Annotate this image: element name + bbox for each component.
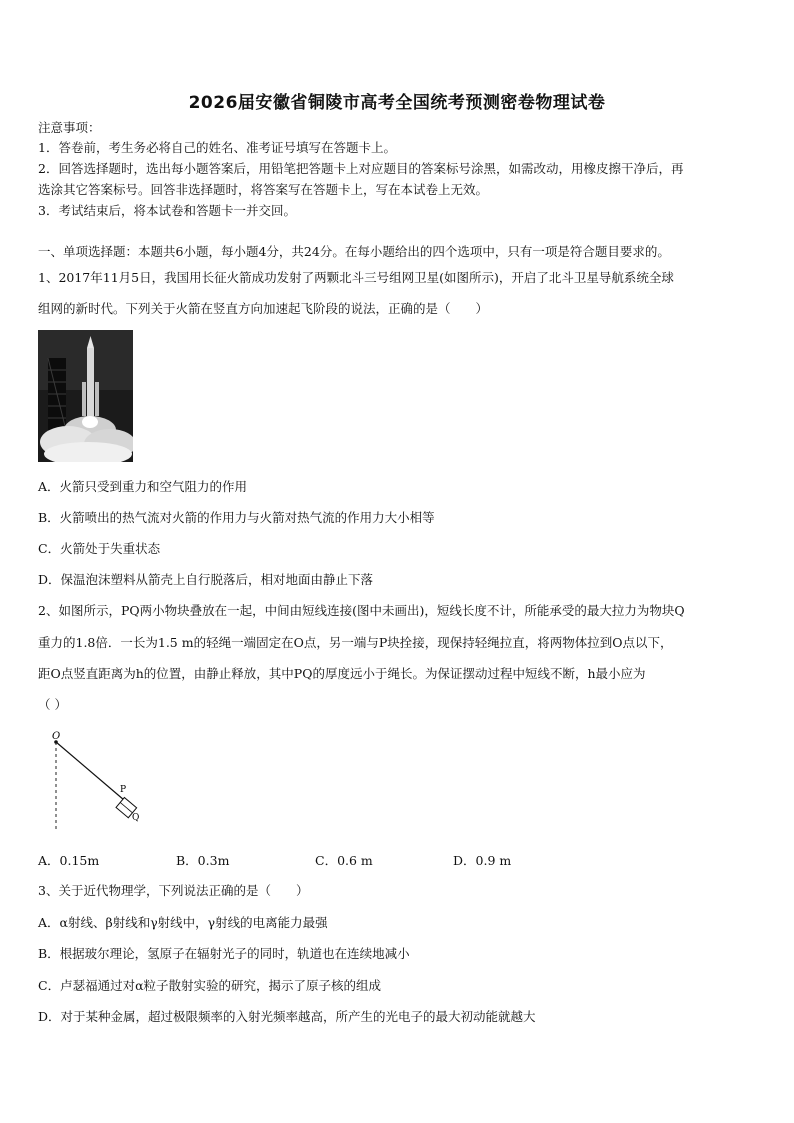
notice-item-2-cont: 选涂其它答案标号。回答非选择题时，将答案写在答题卡上，写在本试卷上无效。	[38, 182, 489, 197]
q3-option-c: C．卢瑟福通过对α粒子散射实验的研究，揭示了原子核的组成	[38, 978, 382, 993]
q2-stem-line-4: （ ）	[38, 697, 67, 712]
q2-option-c: C．0.6 m	[315, 853, 373, 868]
q2-stem-line-1: 2、如图所示，PQ两小物块叠放在一起，中间由短线连接(图中未画出)，短线长度不计，所能承受的最大拉力为物块Q	[38, 603, 685, 618]
q1-stem-line-2: 组网的新时代。下列关于火箭在竖直方向加速起飞阶段的说法，正确的是（ ）	[38, 301, 489, 316]
q2-stem-line-2: 重力的1.8倍．一长为1.5 m的轻绳一端固定在O点，另一端与P块拴接，现保持轻绳拉直，将两物体拉到O点以下，	[38, 635, 673, 650]
q3-option-b: B．根据玻尔理论，氢原子在辐射光子的同时，轨道也在连续地减小	[38, 946, 410, 961]
q2-options-row	[38, 851, 754, 871]
notice-heading: 注意事项：	[38, 120, 101, 135]
notice-item-1: 1．答卷前，考生务必将自己的姓名、准考证号填写在答题卡上。	[38, 140, 396, 155]
q1-option-a: A．火箭只受到重力和空气阻力的作用	[38, 479, 248, 494]
q2-option-b: B．0.3m	[176, 853, 230, 868]
notice-item-2: 2．回答选择题时，选出每小题答案后，用铅笔把答题卡上对应题目的答案标号涂黑，如需改动，用橡皮擦干净后，再	[38, 161, 684, 176]
q1-option-d: D．保温泡沫塑料从箭壳上自行脱落后，相对地面由静止下落	[38, 572, 374, 587]
q2-stem-line-3: 距O点竖直距离为h的位置，由静止释放，其中PQ的厚度远小于绳长。为保证摆动过程中短线不断，h最小应为	[38, 666, 646, 681]
q3-option-a: A．α射线、β射线和γ射线中，γ射线的电离能力最强	[38, 915, 328, 930]
section-heading: 一、单项选择题：本题共6小题，每小题4分，共24分。在每小题给出的四个选项中，只有一项是符合题目要求的。	[38, 244, 670, 259]
notice-item-3: 3．考试结束后，将本试卷和答题卡一并交回。	[38, 203, 296, 218]
q2-option-d: D．0.9 m	[453, 853, 512, 868]
q3-stem: 3、关于近代物理学，下列说法正确的是（ ）	[38, 883, 309, 898]
q1-option-b: B．火箭喷出的热气流对火箭的作用力与火箭对热气流的作用力大小相等	[38, 510, 435, 525]
q3-option-d: D．对于某种金属，超过极限频率的入射光频率越高，所产生的光电子的最大初动能就越大	[38, 1009, 536, 1024]
q1-option-c: C．火箭处于失重状态	[38, 541, 161, 556]
label-q: Q	[132, 813, 140, 823]
label-p: P	[120, 785, 127, 795]
page-title: 2026届安徽省铜陵市高考全国统考预测密卷物理试卷	[188, 93, 606, 113]
rocket-launch-photo	[38, 330, 133, 462]
label-o: O	[52, 731, 61, 742]
q1-stem-line-1: 1、2017年11月5日，我国用长征火箭成功发射了两颗北斗三号组网卫星(如图所示)，开启了北斗卫星导航系统全球	[38, 270, 674, 285]
pendulum-diagram	[44, 728, 154, 836]
q2-option-a: A．0.15m	[38, 853, 100, 868]
